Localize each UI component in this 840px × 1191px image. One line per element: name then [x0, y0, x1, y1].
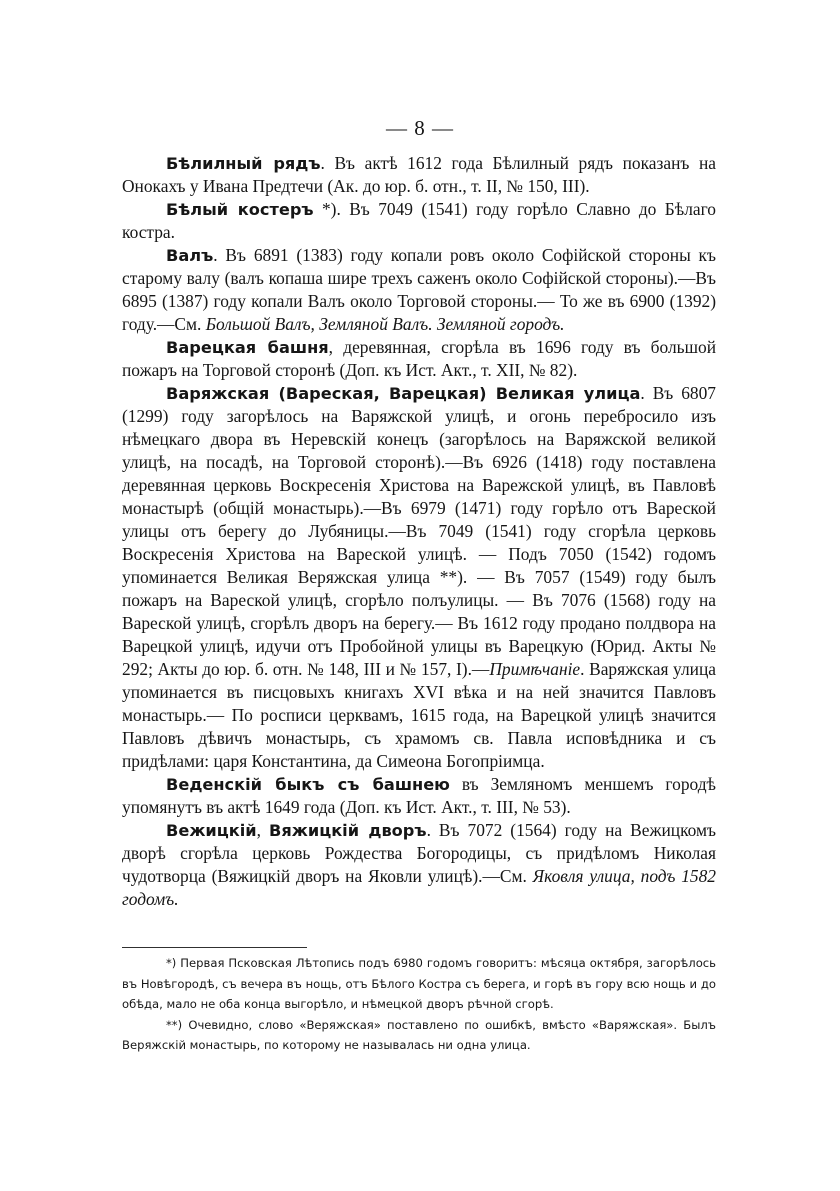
- entry-varetskaya-bashnya: [122, 336, 716, 382]
- entry-varyazhskaya-ulitsa: [122, 382, 716, 773]
- entry-note-body: . Варяжская улица упоминается въ писцовыхъ книгахъ XVI вѣка и на ней значится Павловъ монастырь.— По росписи церквамъ, 1615 года, на Варецкой улицѣ значится Павловъ дѣвичъ монастырь, съ храмомъ св. Павла исповѣдника и съ придѣлами: царя Константина, да Симеона Богопріимца.: [122, 659, 716, 771]
- entry-headword: Вежицкій: [166, 821, 257, 840]
- entry-body: , деревянная, сгорѣла въ 1696 году въ большой пожаръ на Торговой сторонѣ (Доп. къ Ист. Акт., т. XII, № 82).: [122, 337, 716, 380]
- entry-bely-koster: [122, 198, 716, 244]
- entry-cross-reference: Большой Валъ, Земляной Валъ. Земляной городъ.: [205, 314, 565, 334]
- entry-body: . Въ 6891 (1383) году копали ровъ около Софійской стороны къ старому валу (валъ копаша шире трехъ саженъ около Софійской стороны).—Въ 6895 (1387) году копали Валъ около Торговой стороны.— То же въ 6900 (1392) году.—См.: [122, 245, 716, 334]
- entry-headword: Валъ: [166, 246, 214, 265]
- entry-headword: Варяжская (Вареская, Варецкая) Великая улица: [166, 384, 641, 403]
- entry-headword: Бѣлый костеръ: [166, 200, 314, 219]
- entry-belilny-ryad: [122, 152, 716, 198]
- footnote-1: *) Первая Псковская Лѣтопись подъ 6980 годомъ говоритъ: мѣсяца октября, загорѣлось въ Новѣгородѣ, съ вечера въ нощь, отъ Бѣлого Костра съ берега, и горѣ въ гору всю нощь и до обѣда, мало не оба конца выгорѣло, и нѣмецкой дворъ рѣчной сгорѣ.: [122, 956, 716, 1011]
- entry-vedensky-byk: [122, 773, 716, 819]
- entry-note-label: Примѣчаніе: [489, 659, 581, 679]
- entry-vezhitsky-dvor: [122, 819, 716, 911]
- footnote-divider: [122, 947, 307, 948]
- entry-body: . Въ 6807 (1299) году загорѣлось на Варяжской улицѣ, и огонь перебросило изъ нѣмецкаго двора въ Неревскій конецъ (загорѣлось на Варяжской великой улицѣ, на посадѣ, на Торговой сторонѣ).—Въ 6926 (1418) году поставлена деревянная церковь Воскресенія Христова на Варежской улицѣ, въ Павловѣ монастырѣ (общій монастырь).—Въ 6979 (1471) году горѣло отъ Вареской улицы отъ берегу до Лубяницы.—Въ 7049 (1541) году сгорѣла церковь Воскресенія Христова на Вареской улицѣ. — Подъ 7050 (1542) годомъ упоминается Великая Веряжская улица **). — Въ 7057 (1549) году былъ пожаръ на Вареской улицѣ, сгорѣло полъулицы. — Въ 7076 (1568) году на Вареской улицѣ, сгорѣлъ дворъ на берегу.— Въ 1612 году продано полдвора на Варецкой улицѣ, идучи отъ Пробойной улицы въ Варецкую (Юрид. Акты № 292; Акты до юр. б. отн. № 148, III и № 157, I).—: [122, 383, 716, 679]
- entry-headword: Веденскій быкъ съ башнею: [166, 775, 450, 794]
- entry-headword: Бѣлилный рядъ: [166, 154, 321, 173]
- entry-body: . Въ 7072 (1564) году на Вежицкомъ дворѣ сгорѣла церковь Рождества Богородицы, съ придѣломъ Николая чудотворца (Вяжицкій дворъ на Яковли улицѣ).—См.: [122, 820, 716, 886]
- footnote-2: **) Очевидно, слово «Веряжская» поставлено по ошибкѣ, вмѣсто «Варяжская». Былъ Веряжскій монастырь, по которому не называлась ни одна улица.: [122, 1017, 716, 1052]
- main-text: [122, 152, 716, 911]
- page-number: — 8 —: [386, 116, 454, 140]
- entry-cross-reference: Яковля улица, подъ 1582 годомъ.: [122, 866, 716, 909]
- entry-headword-variant: Вяжицкій дворъ: [269, 821, 427, 840]
- entry-val: [122, 244, 716, 336]
- entry-headword-separator: ,: [256, 820, 270, 840]
- entry-body: въ Земляномъ меншемъ городѣ упомянутъ въ актѣ 1649 года (Доп. къ Ист. Акт., т. III, № 53).: [122, 774, 716, 817]
- entry-body: . Въ актѣ 1612 года Бѣлилный рядъ показанъ на Онокахъ у Ивана Предтечи (Ак. до юр. б. отн., т. II, № 150, III).: [122, 153, 716, 196]
- entry-body: *). Въ 7049 (1541) году горѣло Славно до Бѣлаго костра.: [122, 199, 716, 242]
- footnotes: [122, 953, 716, 1056]
- entry-headword: Варецкая башня: [166, 338, 329, 357]
